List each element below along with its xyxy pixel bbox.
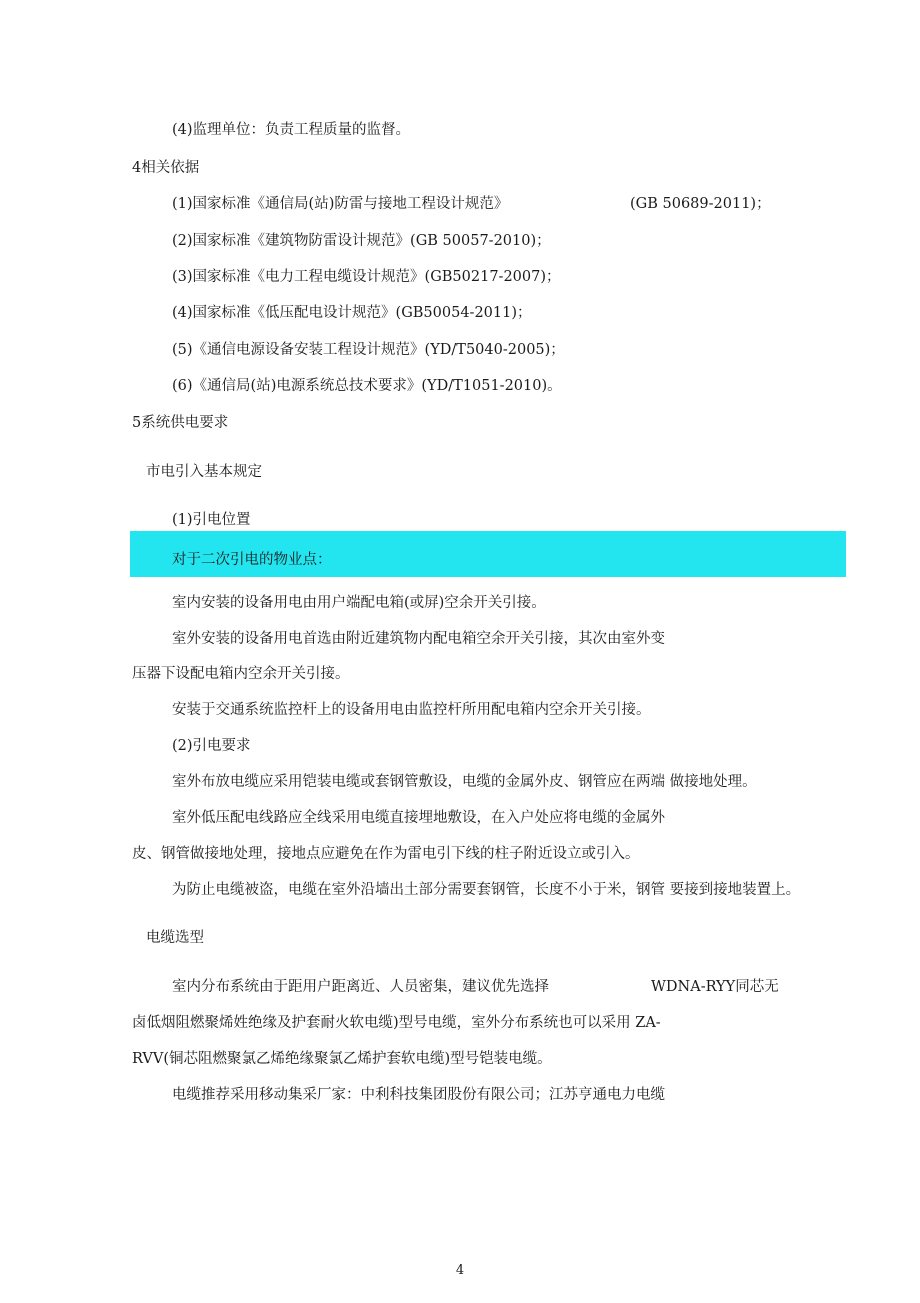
subsection-heading: 市电引入基本规定 bbox=[146, 464, 262, 480]
text-line: 室内安装的设备用电由用户端配电箱(或屏)空余开关引接。 bbox=[172, 595, 546, 611]
text-line: (1)引电位置 bbox=[172, 512, 251, 528]
text-line: RVV(铜芯阻燃聚氯乙烯绝缘聚氯乙烯护套软电缆)型号铠装电缆。 bbox=[132, 1051, 552, 1067]
text-line: (4)监理单位：负责工程质量的监督。 bbox=[172, 122, 411, 138]
text-line: 室内分布系统由于距用户距离近、人员密集，建议优先选择 bbox=[172, 979, 549, 995]
text-line: 室外布放电缆应采用铠装电缆或套钢管敷设，电缆的金属外皮、钢管应在两端 做接地处理。 bbox=[172, 774, 757, 790]
text-line: 室外安装的设备用电首选由附近建筑物内配电箱空余开关引接，其次由室外变 bbox=[172, 631, 665, 647]
text-line: 室外低压配电线路应全线采用电缆直接埋地敷设，在入户处应将电缆的金属外 bbox=[172, 810, 665, 826]
page-number: 4 bbox=[455, 1263, 465, 1278]
text-line: (6)《通信局(站)电源系统总技术要求》(YD/T1051-2010)。 bbox=[172, 378, 562, 394]
text-line: 电缆推荐采用移动集采厂家：中利科技集团股份有限公司；江苏亨通电力电缆 bbox=[172, 1087, 665, 1103]
text-line: (GB 50689-2011)； bbox=[630, 196, 771, 212]
section-heading: 4相关依据 bbox=[132, 160, 200, 176]
text-line: (5)《通信电源设备安装工程设计规范》(YD/T5040-2005)； bbox=[172, 342, 565, 358]
text-line: (2)引电要求 bbox=[172, 738, 251, 754]
text-line: 皮、钢管做接地处理，接地点应避免在作为雷电引下线的柱子附近设立或引入。 bbox=[132, 846, 640, 862]
text-line: (2)国家标准《建筑物防雷设计规范》(GB 50057-2010)； bbox=[172, 233, 551, 249]
highlighted-text: 对于二次引电的物业点： bbox=[172, 552, 332, 568]
text-line: 压器下设配电箱内空余开关引接。 bbox=[132, 666, 350, 682]
text-line: 卤低烟阻燃聚烯姓绝缘及护套耐火软电缆)型号电缆，室外分布系统也可以采用 ZA- bbox=[132, 1015, 661, 1031]
text-line: (1)国家标准《通信局(站)防雷与接地工程设计规范》 bbox=[172, 196, 509, 212]
text-line: (3)国家标准《电力工程电缆设计规范》(GB50217-2007)； bbox=[172, 269, 561, 285]
subsection-heading: 电缆选型 bbox=[146, 930, 204, 946]
text-line: 为防止电缆被盗，电缆在室外沿墙出土部分需要套钢管，长度不小于米，钢管 要接到接地装置上。 bbox=[172, 882, 801, 898]
text-line: 安装于交通系统监控杆上的设备用电由监控杆所用配电箱内空余开关引接。 bbox=[172, 702, 651, 718]
section-heading: 5系统供电要求 bbox=[132, 415, 229, 431]
text-line: (4)国家标准《低压配电设计规范》(GB50054-2011)； bbox=[172, 305, 532, 321]
text-line: WDNA-RYY同芯无 bbox=[651, 979, 779, 995]
